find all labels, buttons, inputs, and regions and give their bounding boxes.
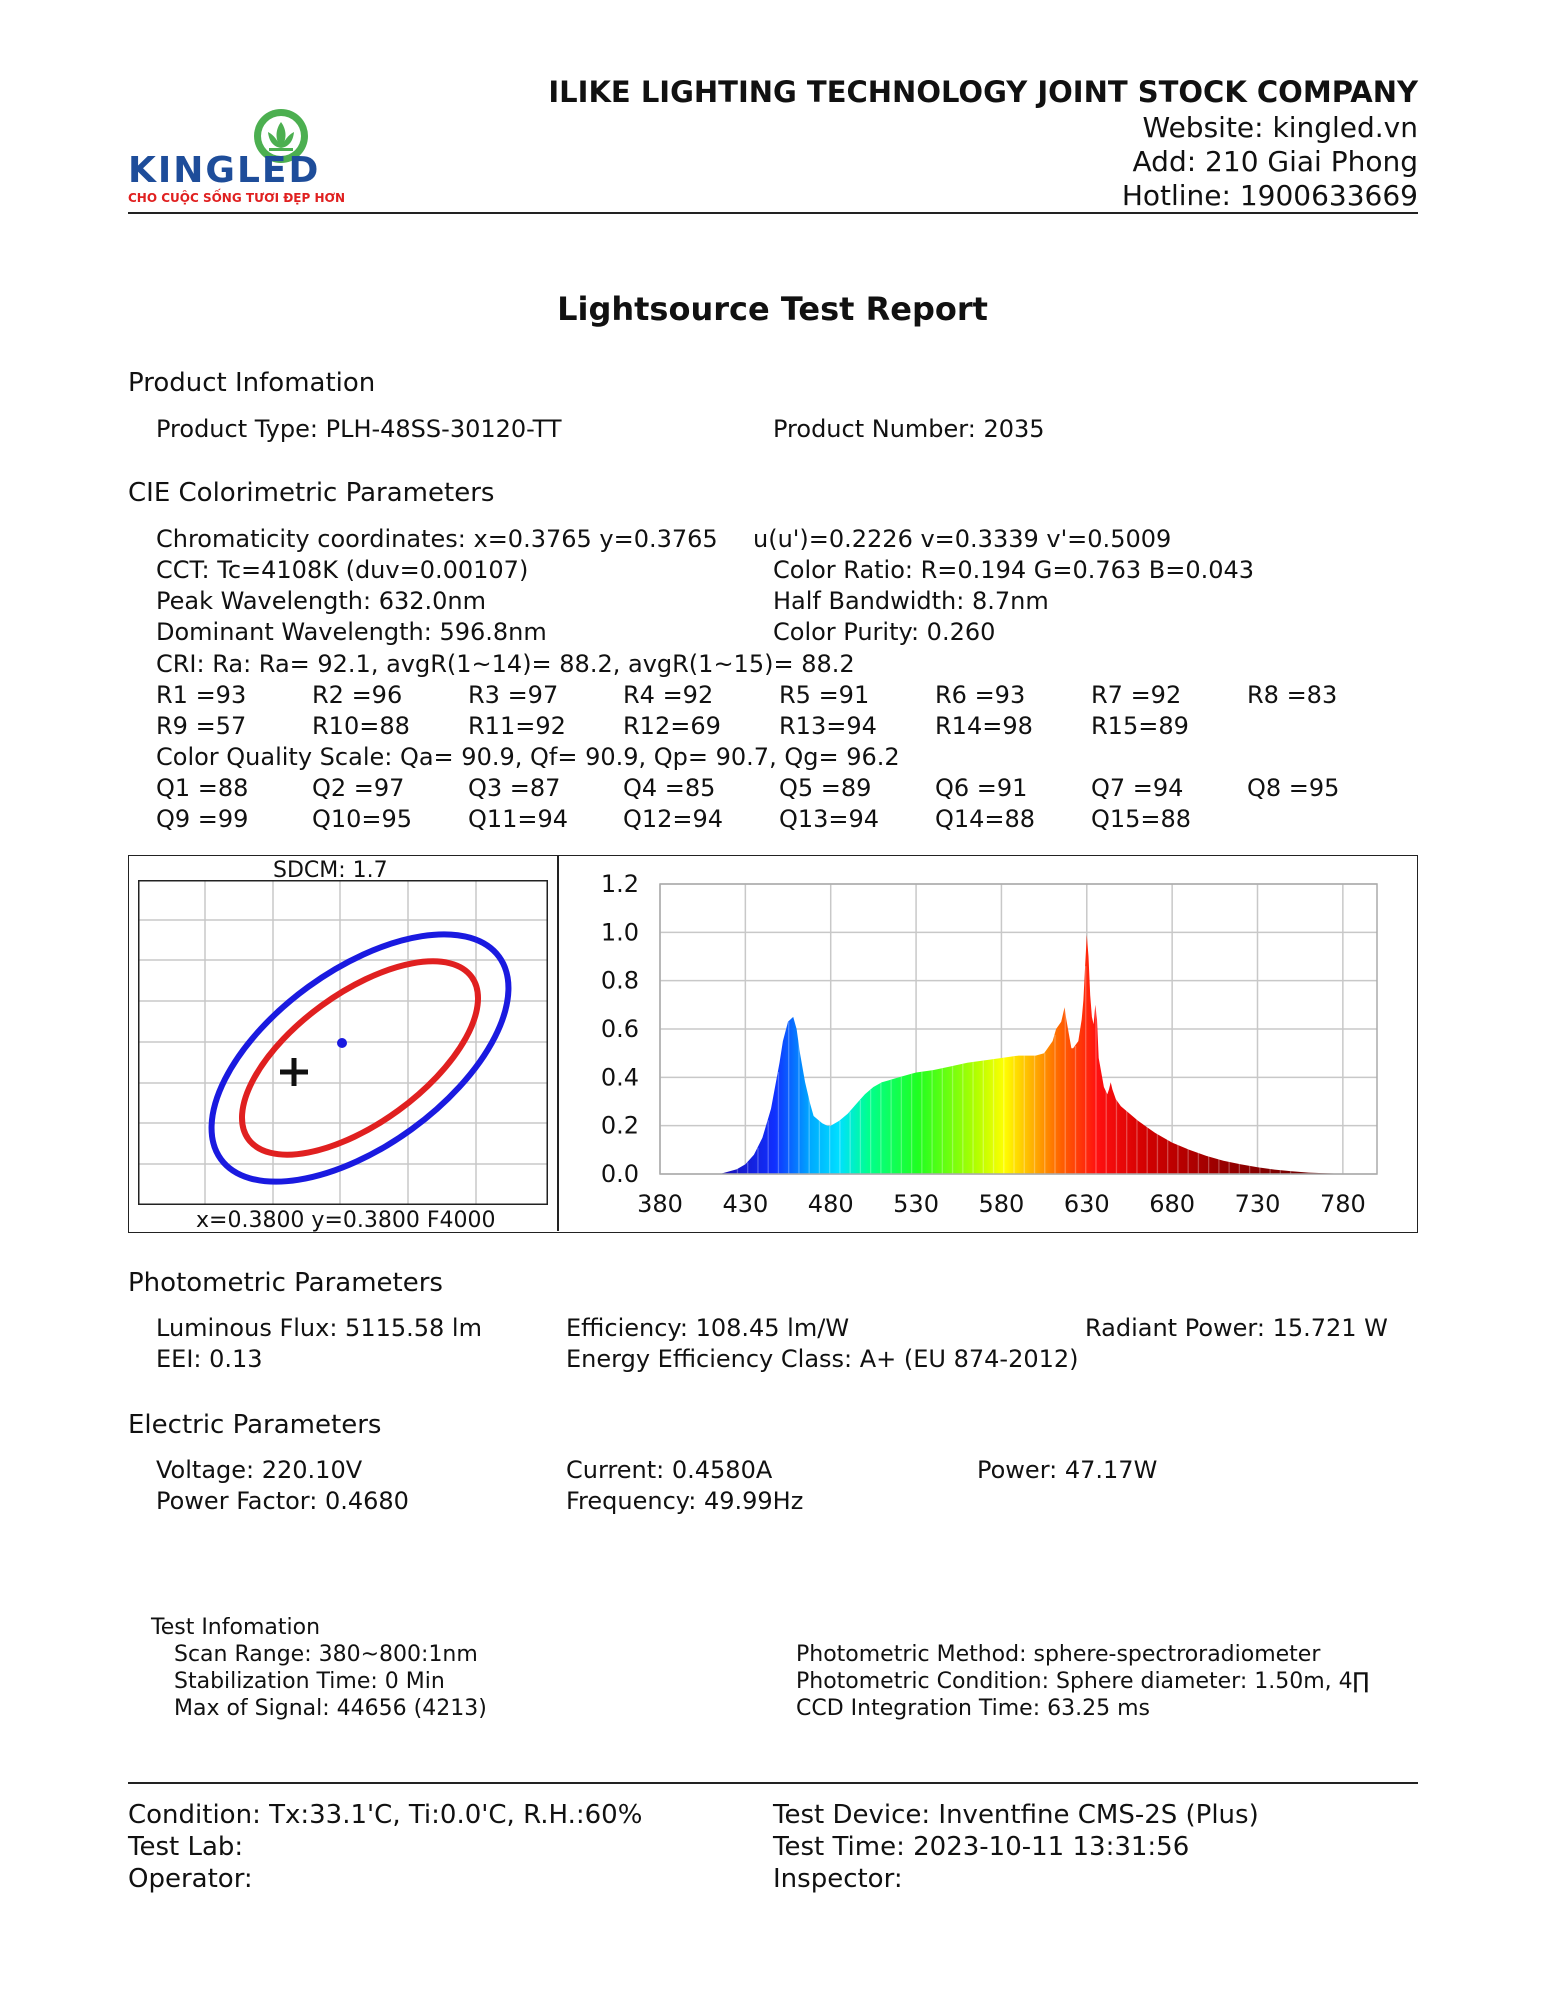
r-row1-value: R3 =97 [468, 681, 559, 709]
spectrum-stripe [819, 1120, 820, 1174]
ccd-integration-time: CCD Integration Time: 63.25 ms [796, 1696, 1150, 1721]
color-purity: Color Purity: 0.260 [773, 618, 996, 646]
header-divider [128, 212, 1418, 214]
spectrum-x-tick-label: 730 [1234, 1190, 1281, 1218]
spectrum-chart [565, 862, 1385, 1224]
test-info-heading: Test Infomation [151, 1615, 321, 1640]
r-row1-value: R8 =83 [1247, 681, 1338, 709]
spectrum-x-tick-label: 380 [637, 1190, 683, 1218]
spectrum-stripe [1157, 1134, 1158, 1174]
r-row2-value: R13=94 [779, 712, 877, 740]
spectrum-stripe [1106, 1091, 1107, 1174]
uv-coordinates: u(u')=0.2226 v=0.3339 v'=0.5009 [753, 525, 1172, 553]
spectrum-stripe [839, 1121, 840, 1174]
sdcm-label: SDCM: 1.7 [273, 858, 388, 883]
spectrum-stripe [1198, 1153, 1199, 1174]
company-address: Add: 210 Giai Phong [1132, 145, 1418, 178]
q-row1-value: Q4 =85 [623, 774, 716, 802]
q-row2-value: Q12=94 [623, 805, 724, 833]
spectrum-stripe [1188, 1149, 1189, 1174]
q-row1-value: Q8 =95 [1247, 774, 1340, 802]
photometric-heading: Photometric Parameters [128, 1268, 443, 1298]
r-row1-value: R1 =93 [156, 681, 247, 709]
r-row1-value: R6 =93 [935, 681, 1026, 709]
sdcm-reference: x=0.3800 y=0.3800 F4000 [196, 1208, 496, 1233]
spectrum-y-tick-label: 0.8 [600, 966, 639, 995]
spectrum-stripe [1075, 1046, 1076, 1174]
product-number: Product Number: 2035 [773, 415, 1045, 443]
color-ratio: Color Ratio: R=0.194 G=0.763 B=0.043 [773, 556, 1255, 584]
spectrum-stripe [921, 1072, 922, 1174]
spectrum-stripe [788, 1022, 789, 1174]
half-bandwidth: Half Bandwidth: 8.7nm [773, 587, 1049, 615]
photometric-method: Photometric Method: sphere-spectroradiometer [796, 1642, 1321, 1667]
spectrum-stripe [1054, 1035, 1055, 1174]
spectrum-stripe [1208, 1156, 1209, 1174]
spectrum-stripe [1218, 1159, 1219, 1174]
energy-class: Energy Efficiency Class: A+ (EU 874-2012) [566, 1345, 1079, 1373]
spectrum-stripe [768, 1120, 769, 1174]
spectrum-stripe [911, 1074, 912, 1174]
product-heading: Product Infomation [128, 368, 376, 398]
r-row1-value: R2 =96 [312, 681, 403, 709]
spectrum-stripe [849, 1112, 850, 1174]
max-signal: Max of Signal: 44656 (4213) [174, 1696, 487, 1721]
spectrum-stripe [983, 1061, 984, 1174]
q-row2-value: Q15=88 [1091, 805, 1192, 833]
spectrum-y-tick-label: 0.4 [600, 1063, 639, 1092]
spectrum-stripe [1249, 1166, 1250, 1174]
spectrum-area [660, 935, 1377, 1174]
spectrum-stripe [1085, 966, 1086, 1174]
spectrum-stripe [798, 1041, 799, 1174]
logo-slogan: CHO CUỘC SỐNG TƯƠI ĐẸP HƠN [128, 191, 346, 205]
r-row2-value: R15=89 [1091, 712, 1189, 740]
spectrum-stripe [757, 1148, 758, 1174]
spectrum-stripe [1136, 1119, 1137, 1174]
logo-brand: KINGLED [128, 150, 321, 191]
spectrum-stripe [747, 1162, 748, 1174]
chromaticity: Chromaticity coordinates: x=0.3765 y=0.3765 [156, 525, 718, 553]
spectrum-stripe [1126, 1111, 1127, 1174]
spectrum-stripe [829, 1126, 830, 1174]
spectrum-x-tick-label: 780 [1319, 1190, 1366, 1218]
spectrum-x-tick-label: 480 [807, 1190, 854, 1218]
spectrum-y-tick-label: 0.2 [600, 1111, 639, 1140]
inspector: Inspector: [773, 1864, 903, 1894]
spectrum-stripe [1177, 1145, 1178, 1174]
spectrum-stripe [890, 1080, 891, 1174]
spectrum-stripe [1003, 1058, 1004, 1174]
spectrum-x-tick-label: 680 [1149, 1190, 1196, 1218]
company-website: Website: kingled.vn [1142, 111, 1418, 144]
spectrum-stripe [1239, 1164, 1240, 1174]
q-row1-value: Q7 =94 [1091, 774, 1184, 802]
test-device: Test Device: Inventfine CMS-2S (Plus) [773, 1800, 1259, 1830]
spectrum-stripe [778, 1072, 779, 1174]
spectrum-y-tick-label: 0.6 [600, 1015, 639, 1043]
q-row1-value: Q1 =88 [156, 774, 249, 802]
efficiency: Efficiency: 108.45 lm/W [566, 1314, 850, 1342]
test-time: Test Time: 2023-10-11 13:31:56 [773, 1832, 1190, 1862]
scan-range: Scan Range: 380~800:1nm [174, 1642, 478, 1667]
q-row2-value: Q11=94 [468, 805, 569, 833]
spectrum-x-tick-label: 430 [722, 1190, 769, 1218]
cri-summary: CRI: Ra: Ra= 92.1, avgR(1~14)= 88.2, avgR(1~15)= 88.2 [156, 650, 855, 678]
q-row2-value: Q13=94 [779, 805, 880, 833]
company-hotline: Hotline: 1900633669 [1121, 179, 1418, 212]
sdcm-outer-ellipse [169, 886, 548, 1205]
cqs-summary: Color Quality Scale: Qa= 90.9, Qf= 90.9, Qp= 90.7, Qg= 96.2 [156, 743, 900, 771]
spectrum-stripe [931, 1070, 932, 1174]
cct: CCT: Tc=4108K (duv=0.00107) [156, 556, 529, 584]
spectrum-stripe [1013, 1056, 1014, 1174]
eei: EEI: 0.13 [156, 1345, 263, 1373]
spectrum-x-tick-label: 630 [1063, 1190, 1110, 1218]
r-row2-value: R14=98 [935, 712, 1033, 740]
spectrum-stripe [962, 1064, 963, 1174]
spectrum-y-tick-label: 0.0 [600, 1160, 639, 1188]
electric-heading: Electric Parameters [128, 1410, 382, 1440]
frequency: Frequency: 49.99Hz [566, 1487, 804, 1515]
q-row1-value: Q6 =91 [935, 774, 1028, 802]
spectrum-stripe [1116, 1099, 1117, 1174]
spectrum-x-tick-label: 580 [978, 1190, 1025, 1218]
spectrum-stripe [1095, 1005, 1096, 1174]
r-row1-value: R7 =92 [1091, 681, 1182, 709]
sdcm-measured-point [337, 1038, 347, 1048]
q-row2-value: Q9 =99 [156, 805, 249, 833]
luminous-flux: Luminous Flux: 5115.58 lm [156, 1314, 482, 1342]
sdcm-inner-ellipse [210, 924, 510, 1191]
spectrum-stripe [1228, 1162, 1229, 1174]
charts-divider [557, 856, 559, 1231]
r-row2-value: R9 =57 [156, 712, 247, 740]
peak-wavelength: Peak Wavelength: 632.0nm [156, 587, 486, 615]
operator: Operator: [128, 1864, 253, 1894]
spectrum-x-tick-label: 530 [893, 1190, 939, 1218]
report-title: Lightsource Test Report [557, 290, 988, 328]
spectrum-stripe [1065, 1007, 1066, 1174]
spectrum-stripe [1259, 1167, 1260, 1174]
r-row2-value: R10=88 [312, 712, 410, 740]
power: Power: 47.17W [977, 1456, 1158, 1484]
footer-divider [128, 1782, 1418, 1784]
test-lab: Test Lab: [128, 1832, 244, 1862]
sdcm-ellipse-chart [138, 880, 548, 1205]
spectrum-y-tick-label: 1.2 [600, 870, 639, 898]
spectrum-stripe [901, 1077, 902, 1174]
test-condition: Condition: Tx:33.1'C, Ti:0.0'C, R.H.:60% [128, 1800, 643, 1830]
dominant-wavelength: Dominant Wavelength: 596.8nm [156, 618, 547, 646]
spectrum-stripe [1044, 1053, 1045, 1174]
spectrum-stripe [1024, 1056, 1025, 1174]
spectrum-stripe [809, 1097, 810, 1174]
spectrum-stripe [972, 1062, 973, 1174]
power-factor: Power Factor: 0.4680 [156, 1487, 409, 1515]
spectrum-stripe [860, 1100, 861, 1174]
spectrum-y-tick-label: 1.0 [600, 918, 639, 947]
q-row2-value: Q14=88 [935, 805, 1036, 833]
q-row1-value: Q5 =89 [779, 774, 872, 802]
stabilization-time: Stabilization Time: 0 Min [174, 1669, 445, 1694]
cie-heading: CIE Colorimetric Parameters [128, 478, 495, 508]
spectrum-stripe [952, 1066, 953, 1174]
current: Current: 0.4580A [566, 1456, 773, 1484]
q-row1-value: Q2 =97 [312, 774, 405, 802]
spectrum-stripe [870, 1090, 871, 1174]
radiant-power: Radiant Power: 15.721 W [1085, 1314, 1388, 1342]
spectrum-stripe [1034, 1056, 1035, 1174]
r-row2-value: R12=69 [623, 712, 721, 740]
q-row1-value: Q3 =87 [468, 774, 561, 802]
spectrum-stripe [880, 1083, 881, 1174]
q-row2-value: Q10=95 [312, 805, 413, 833]
r-row1-value: R5 =91 [779, 681, 870, 709]
spectrum-stripe [1167, 1140, 1168, 1174]
spectrum-stripe [1147, 1127, 1148, 1174]
r-row2-value: R11=92 [468, 712, 566, 740]
product-type: Product Type: PLH-48SS-30120-TT [156, 415, 562, 443]
r-row1-value: R4 =92 [623, 681, 714, 709]
photometric-condition: Photometric Condition: Sphere diameter: 1.50m, 4∏ [796, 1669, 1370, 1694]
spectrum-stripe [942, 1068, 943, 1174]
company-name: ILIKE LIGHTING TECHNOLOGY JOINT STOCK COMPANY [548, 75, 1418, 109]
spectrum-stripes [737, 966, 1291, 1174]
spectrum-stripe [1269, 1169, 1270, 1174]
sdcm-center-cross-icon [280, 1058, 308, 1086]
voltage: Voltage: 220.10V [156, 1456, 363, 1484]
spectrum-stripe [993, 1059, 994, 1174]
